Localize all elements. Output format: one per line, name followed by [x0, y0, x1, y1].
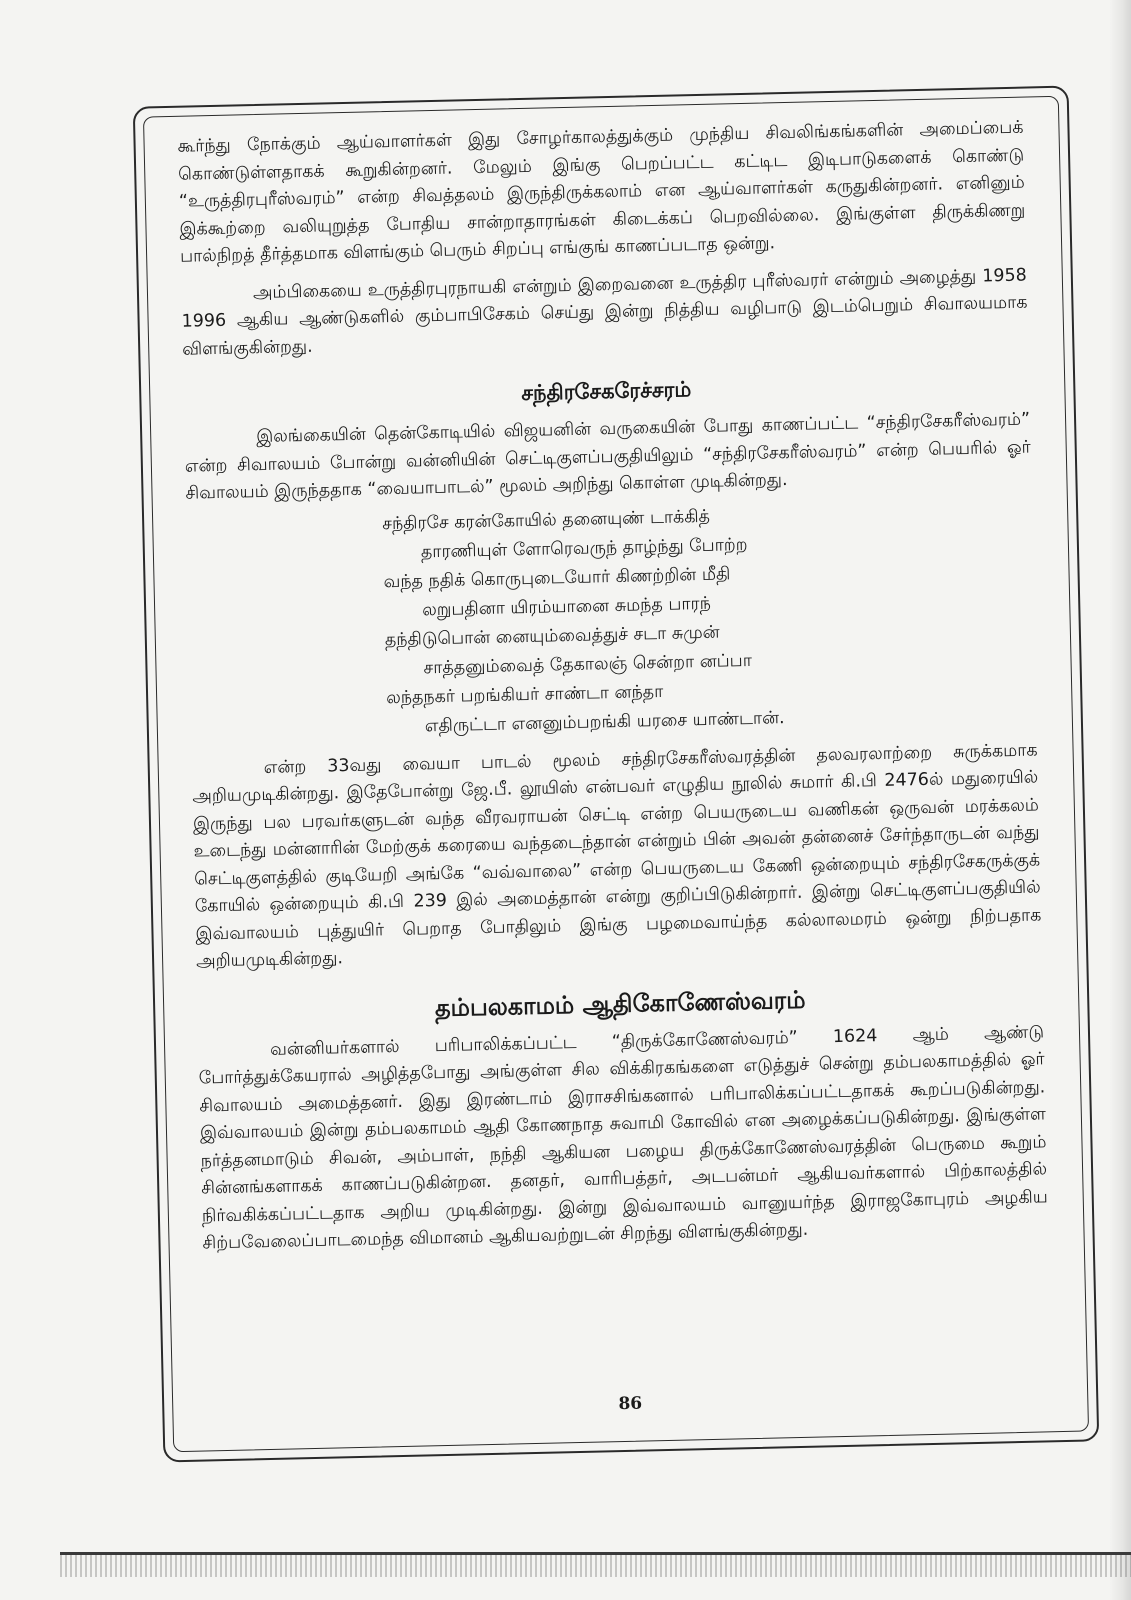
verse-line: எதிருட்டா எனனும்பறங்கி யரசை யாண்டான். — [424, 707, 785, 736]
verse-line: வந்த நதிக் கொருபுடையோர் கிணற்றின் மீதி — [383, 563, 731, 592]
verse-block — [186, 495, 1037, 746]
scan-bottom-strip — [60, 1552, 1131, 1577]
verse-line: சந்திரசே கரன்கோயில் தனையுண் டாக்கித் — [382, 506, 711, 534]
section-heading-chandrasekareswaram: சந்திரசேகரேச்சரம் — [521, 376, 692, 406]
verse-line: லந்தநகர் பறங்கியர் சாண்டா னந்தா — [385, 681, 664, 708]
section1-paragraph-1: இலங்கையின் தென்கோடியில் விஜயனின் வருகையின் போது காணப்பட்ட “சந்திரசேகரீஸ்வரம்” என்ற சிவாலயம் போன்று வன்னியின் செட்டிகுளப்பகுதியிலும் “சந்திரசேகரீஸ்வரம்” என்ற பெயரில் ஓர் சிவாலயம் இருந்ததாக “வையாபாடல்” மூலம் அறிந்து கொள்ள முடிகின்றது. — [184, 409, 1031, 504]
intro-paragraph-1: கூர்ந்து நோக்கும் ஆய்வாளர்கள் இது சோழர்காலத்துக்கும் முந்திய சிவலிங்கங்களின் அமைப்பைக் கொண்டுள்ளதாகக் கூறுகின்றனர். மேலும் இங்கு பெறப்பட்ட கட்டிட இடிபாடுகளைக் கொண்டு “உருத்திரபுரீஸ்வரம்” என்ற சிவத்தலம் இருந்திருக்கலாம் என ஆய்வாளர்கள் கருதுகின்றனர். எனினும் இக்கூற்றை வலியுறுத்த போதிய சான்றாதாரங்கள் கிடைக்கப் பெறவில்லை. இங்குள்ள திருக்கிணறு பால்நிறத் தீர்த்தமாக விளங்கும் பெரும் சிறப்பு எங்குங் காணப்படாத ஒன்று. — [177, 117, 1026, 267]
verse-line: தாரணியுள் ளோரெவருந் தாழ்ந்து போற்ற — [420, 534, 748, 562]
section1-paragraph-2: என்ற 33வது வையா பாடல் மூலம் சந்திரசேகரீஸ்வரத்தின் தலவரலாற்றை சுருக்கமாக அறியமுடிகின்றது. இதேபோன்று ஜே.பீ. லூயிஸ் என்பவர் எழுதிய நூலில் சுமார் கி.பி 2476ல் மதுரையில் இருந்து பல பரவர்களுடன் வந்த வீரவராயன் செட்டி என்ற பெயருடைய வணிகன் ஒருவன் மரக்கலம் உடைந்து மன்னாரின் மேற்குக் கரையை வந்தடைந்தான் என்றும் பின் அவன் தன்னைச் சேர்ந்தாருடன் வந்து செட்டிகுளத்தில் குடியேறி அங்கே “வவ்வாலை” என்ற பெயருடைய கேணி ஒன்றையும் சந்திரசேகருக்குக் கோயில் ஒன்றையும் கி.பி 239 இல் அமைத்தான் என்று குறிப்பிடுகின்றார். இன்று செட்டிகுளப்பகுதியில் இவ்வாலயம் புத்துயிர் பெறாத போதிலும் இங்கு பழமைவாய்ந்த கல்லாலமரம் ஒன்று நிற்பதாக அறியமுடிகின்றது. — [192, 739, 1042, 972]
page-content — [177, 115, 1048, 1258]
section-heading-thambalakamam: தம்பலகாமம் ஆதிகோணேஸ்வரம் — [434, 984, 806, 1022]
scan-shadow-edge — [1109, 0, 1131, 1600]
verse-line: தந்திடுபொன் னையும்வைத்துச் சடா சுமுன் — [384, 622, 720, 650]
section2-paragraph-1: வன்னியர்களால் பரிபாலிக்கப்பட்ட “திருக்கோணேஸ்வரம்” 1624 ஆம் ஆண்டு போர்த்துக்கேயரால் அழித்தபோது அங்குள்ள சில விக்கிரகங்களை எடுத்துச் சென்று தம்பலகாமத்தில் ஓர் சிவாலயம் அமைத்தனர். இது இரண்டாம் இராசசிங்கனால் பரிபாலிக்கப்பட்டதாகக் கூறப்படுகின்றது. இவ்வாலயம் இன்று தம்பலகாமம் ஆதி கோணநாத சுவாமி கோவில் என அழைக்கப்படுகின்றது. இங்குள்ள நர்த்தனமாடும் சிவன், அம்பாள், நந்தி ஆகியன பழைய திருக்கோணேஸ்வரத்தின் பெருமை கூறும் சின்னங்களாகக் காணப்படுகின்றன. தனதர், வாரிபத்தர், அடபன்மர் ஆகியவர்களால் பிற்காலத்தில் நிர்வகிக்கப்பட்டதாக அறிய முடிகின்றது. இன்று இவ்வாலயம் வானுயர்ந்த இராஜகோபுரம் அழகிய சிற்பவேலைப்பாடமைந்த விமானம் ஆகியவற்றுடன் சிறந்து விளங்குகின்றது. — [198, 1021, 1048, 1254]
verse-line: சாத்தனும்வைத் தேகாலஞ் சென்றா னப்பா — [423, 650, 753, 678]
page-number: 86 — [618, 1393, 643, 1415]
verse-line: லறுபதினா யிரம்யானை சுமந்த பாரந் — [421, 593, 712, 620]
page-border-frame — [133, 86, 1100, 1463]
intro-paragraph-2: அம்பிகையை உருத்திரபுரநாயகி என்றும் இறைவனை உருத்திர புரீஸ்வரர் என்றும் அழைத்து 1958 1996 ஆகிய ஆண்டுகளில் கும்பாபிசேகம் செய்து இன்று நித்திய வழிபாடு இடம்பெறும் சிவாலயமாக விளங்குகின்றது. — [181, 265, 1028, 360]
